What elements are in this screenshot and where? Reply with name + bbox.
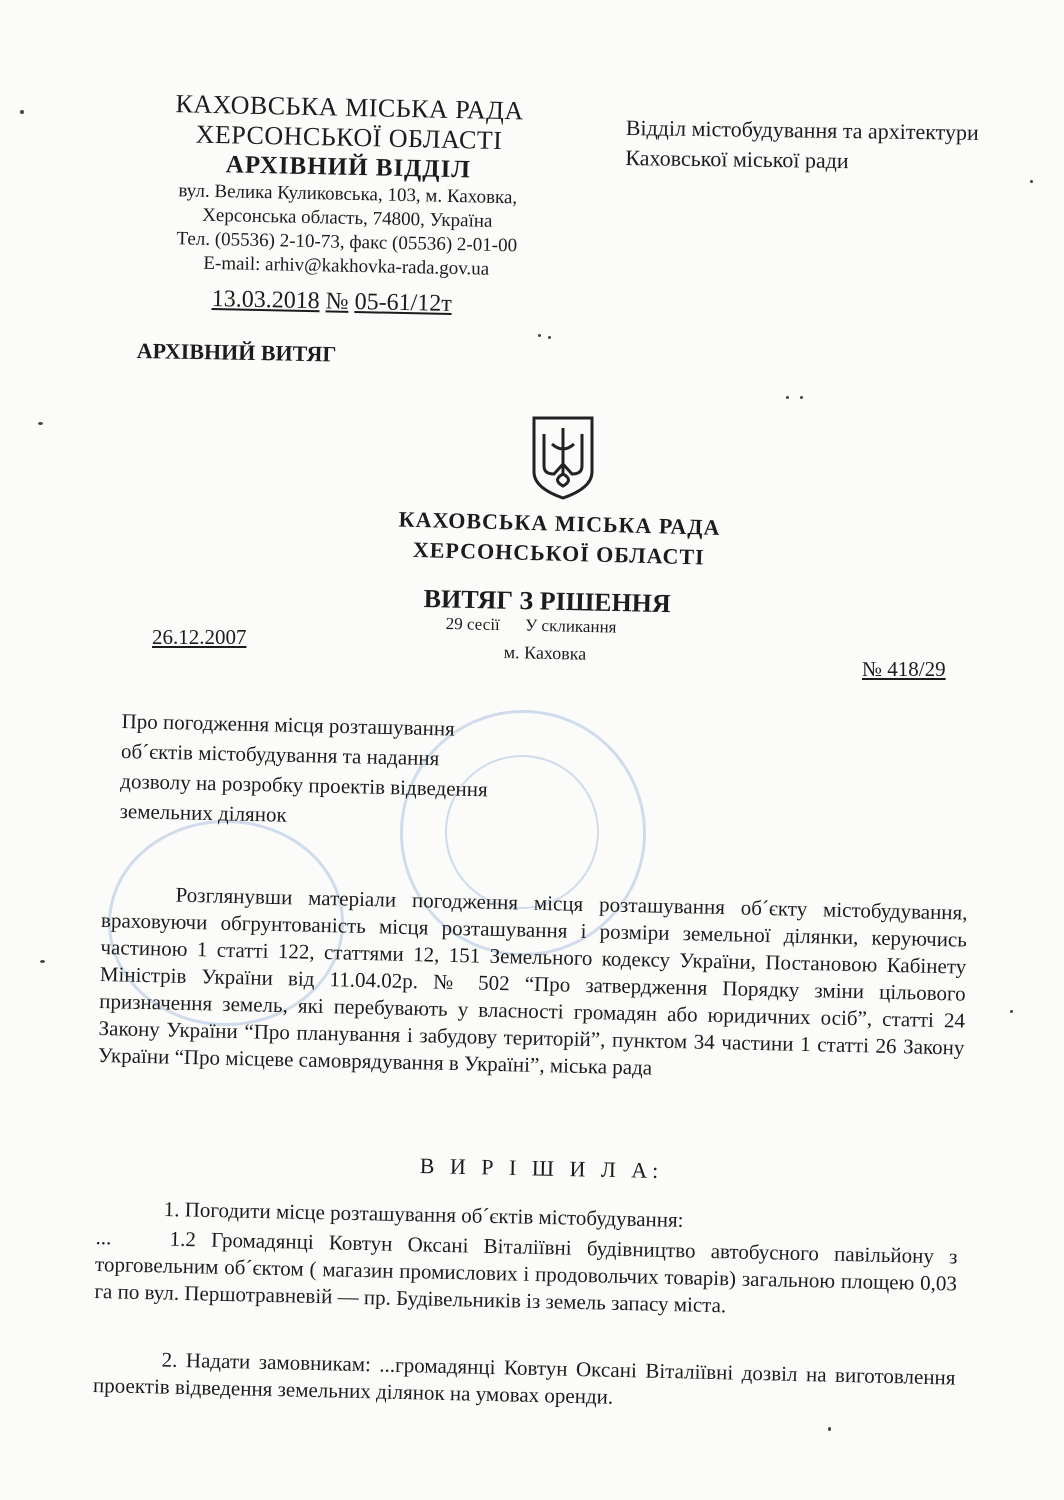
omission-mark: ... [95, 1224, 112, 1250]
council-name: КАХОВСЬКА МІСЬКА РАДА [398, 506, 721, 540]
subject-line-1: Про погодження місця розташування [121, 708, 456, 741]
subject-line-4: земельних ділянок [119, 798, 287, 827]
decision-city: м. Каховка [503, 642, 587, 664]
sender-department: АРХІВНИЙ ВІДДІЛ [225, 151, 472, 184]
item-1-2-text: 1.2 Громадянці Ковтун Оксані Віталіївні будівництво автобусного павільйону з торговельним об´єктом ( магазин промислових і продовольчих товарів) загальною площею 0,03 га по вул. Першотравневій — пр. Будівельників із земель запасу міста. [94, 1226, 958, 1318]
scan-speck [20, 110, 24, 114]
sender-address-region: Херсонська область, 74800, Україна [201, 204, 493, 232]
coat-of-arms-icon [530, 414, 596, 500]
decision-date: 26.12.2007 [152, 625, 247, 649]
recipient-line-2: Каховської міської ради [625, 144, 849, 174]
subject-line-3: дозволу на розробку проектів відведення [120, 768, 488, 802]
session-line [446, 614, 617, 638]
resolved-heading: В И Р І Ш И Л А: [419, 1153, 664, 1184]
recipient-line-1: Відділ містобудування та архітектури [625, 114, 979, 145]
sender-letterhead [116, 88, 580, 284]
decision-item-1-2 [94, 1224, 958, 1325]
outgoing-number-sign: № [325, 288, 349, 315]
decision-number: № 418/29 [862, 657, 946, 681]
scan-speck [548, 336, 551, 339]
scan-speck [786, 396, 789, 399]
scan-speck [1010, 1010, 1013, 1013]
session-number: 29 сесії [445, 614, 500, 635]
subject-line-2: об´єктів містобудування та надання [120, 738, 440, 771]
archive-extract-title: АРХІВНИЙ ВИТЯГ [136, 338, 337, 367]
council-header [378, 504, 739, 573]
sender-council-name: КАХОВСЬКА МІСЬКА РАДА [175, 89, 524, 126]
convocation: У скликання [525, 615, 617, 637]
scan-speck [40, 960, 45, 963]
decision-item-1: 1. Погодити місце розташування об´єктів містобудування: [163, 1197, 684, 1232]
sender-address-street: вул. Велика Куликовська, 103, м. Каховка, [178, 180, 518, 209]
sender-phone: Тел. (05536) 2-10-73, факс (05536) 2-01-00 [176, 228, 518, 257]
recipient-block [625, 113, 979, 178]
outgoing-reference [211, 286, 452, 318]
sender-email: E-mail: arhiv@kakhovka-rada.gov.ua [203, 252, 490, 280]
scan-speck [1030, 180, 1033, 183]
scan-speck [828, 1427, 831, 1431]
preamble-paragraph: Розглянувши матеріали погодження місця розташування об´єкту містобудування, враховуючи обгрунтованість місця розташування і розміри земельної ділянки, керуючись частиною 1 статті 122, статтями 12, 151 Земельного кодексу України, Постановою Кабінету Міністрів України від 11.04.02р. № 502 “Про затвердження Порядку зміни цільового призначення земель, які перебувають у власності громадян або юридичних осіб”, статті 24 Закону України “Про планування і забудову територій”, пунктом 34 частини 1 статті 26 Закону України “Про місцеве самоврядування в Україні”, міська рада [97, 882, 968, 1080]
decision-title: ВИТЯГ З РІШЕННЯ [423, 584, 672, 619]
scan-speck [800, 396, 803, 399]
decision-item-2: 2. Надати замовникам: ...громадянці Ковтун Оксані Віталіївні дозвіл на виготовлення проектів відведення земельних ділянок на умовах оренди. [92, 1347, 956, 1409]
outgoing-date: 13.03.2018 [211, 286, 320, 315]
decision-subject [119, 706, 602, 837]
scan-speck [538, 334, 541, 337]
sender-region: ХЕРСОНСЬКОЇ ОБЛАСТІ [195, 119, 503, 156]
council-region: ХЕРСОНСЬКОЇ ОБЛАСТІ [412, 536, 705, 570]
scan-speck [38, 422, 43, 425]
outgoing-number: 05-61/12т [354, 288, 453, 318]
